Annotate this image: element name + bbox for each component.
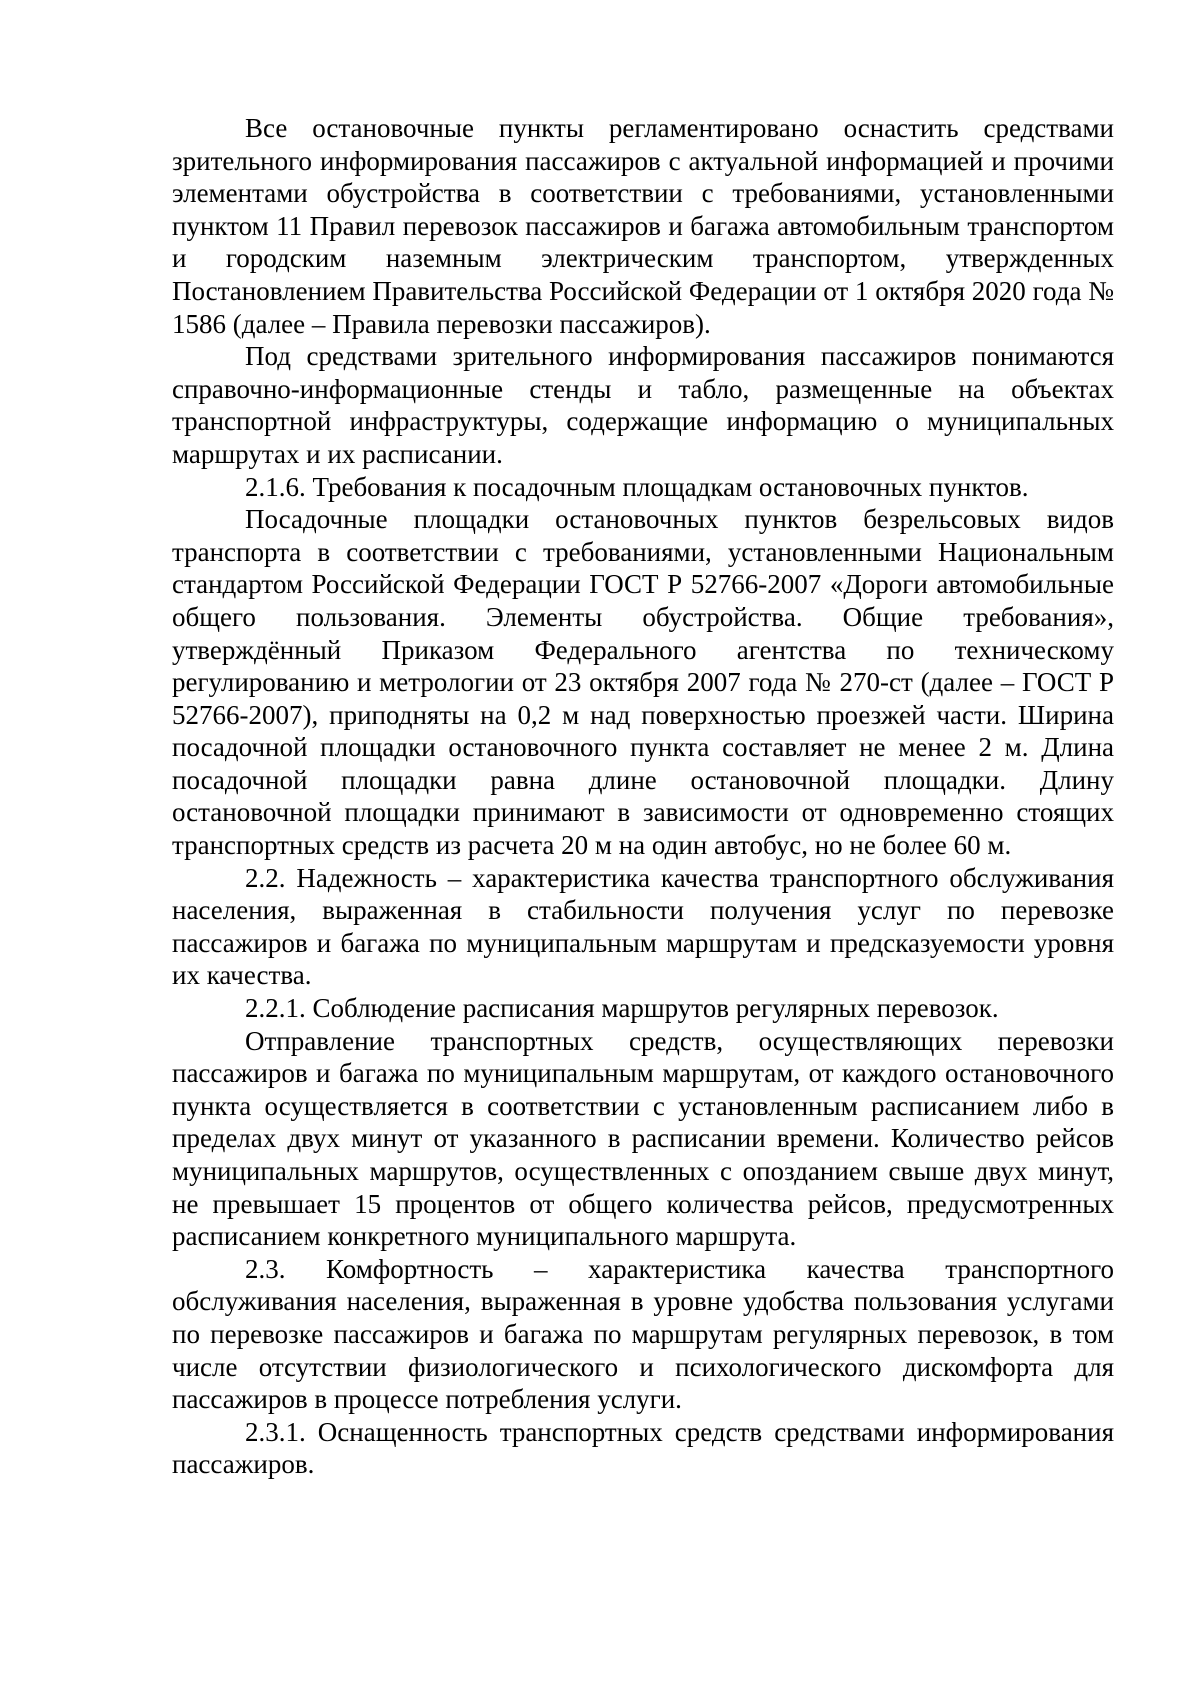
document-body — [172, 112, 1114, 1481]
paragraph-section-2-3-1: 2.3.1. Оснащенность транспортных средств средствами информирования пассажиров. — [172, 1416, 1114, 1480]
paragraph-stops-equipment: Все остановочные пункты регламентировано оснастить средствами зрительного информирования пассажиров с актуальной информацией и прочими элементами обустройства в соответствии с требованиями, установленными пунктом 11 Правил перевозок пассажиров и багажа автомобильным транспортом и городским наземным электрическим транспортом, утвержденных Постановлением Правительства Российской Федерации от 1 октября 2020 года № 1586 (далее – Правила перевозки пассажиров). — [172, 113, 1114, 339]
paragraph-section-2-2: 2.2. Надежность – характеристика качества транспортного обслуживания населения, выраженная в стабильности получения услуг по перевозке пассажиров и багажа по муниципальным маршрутам и предсказуемости уровня их качества. — [172, 862, 1114, 991]
paragraph-visual-information: Под средствами зрительного информирования пассажиров понимаются справочно-информационные стенды и табло, размещенные на объектах транспортной инфраструктуры, содержащие информацию о муниципальных маршрутах и их расписании. — [172, 341, 1114, 469]
paragraph-section-2-1-6: 2.1.6. Требования к посадочным площадкам остановочных пунктов. — [245, 471, 1029, 502]
paragraph-section-2-3: 2.3. Комфортность – характеристика качества транспортного обслуживания населения, выраженная в уровне удобства пользования услугами по перевозке пассажиров и багажа по маршрутам регулярных перевозок, в том числе отсутствии физиологического и психологического дискомфорта для пассажиров в процессе потребления услуги. — [172, 1253, 1114, 1415]
paragraph-section-2-2-1: 2.2.1. Соблюдение расписания маршрутов регулярных перевозок. — [245, 993, 999, 1024]
paragraph-boarding-platforms: Посадочные площадки остановочных пунктов безрельсовых видов транспорта в соответствии с требованиями, установленными Национальным стандартом Российской Федерации ГОСТ Р 52766-2007 «Дороги автомобильные общего пользования. Элементы обустройства. Общие требования», утверждённый Приказом Федерального агентства по техническому регулированию и метрологии от 23 октября 2007 года № 270-ст (далее – ГОСТ Р 52766-2007), приподняты на 0,2 м над поверхностью проезжей части. Ширина посадочной площадки остановочного пункта составляет не менее 2 м. Длина посадочной площадки равна длине остановочной площадки. Длину остановочной площадки принимают в зависимости от одновременно стоящих транспортных средств из расчета 20 м на один автобус, но не более 60 м. — [172, 504, 1114, 861]
paragraph-departure-schedule: Отправление транспортных средств, осуществляющих перевозки пассажиров и багажа по муниципальным маршрутам, от каждого остановочного пункта осуществляется в соответствии с установленным расписанием либо в пределах двух минут от указанного в расписании времени. Количество рейсов муниципальных маршрутов, осуществленных с опозданием свыше двух минут, не превышает 15 процентов от общего количества рейсов, предусмотренных расписанием конкретного муниципального маршрута. — [172, 1025, 1114, 1252]
